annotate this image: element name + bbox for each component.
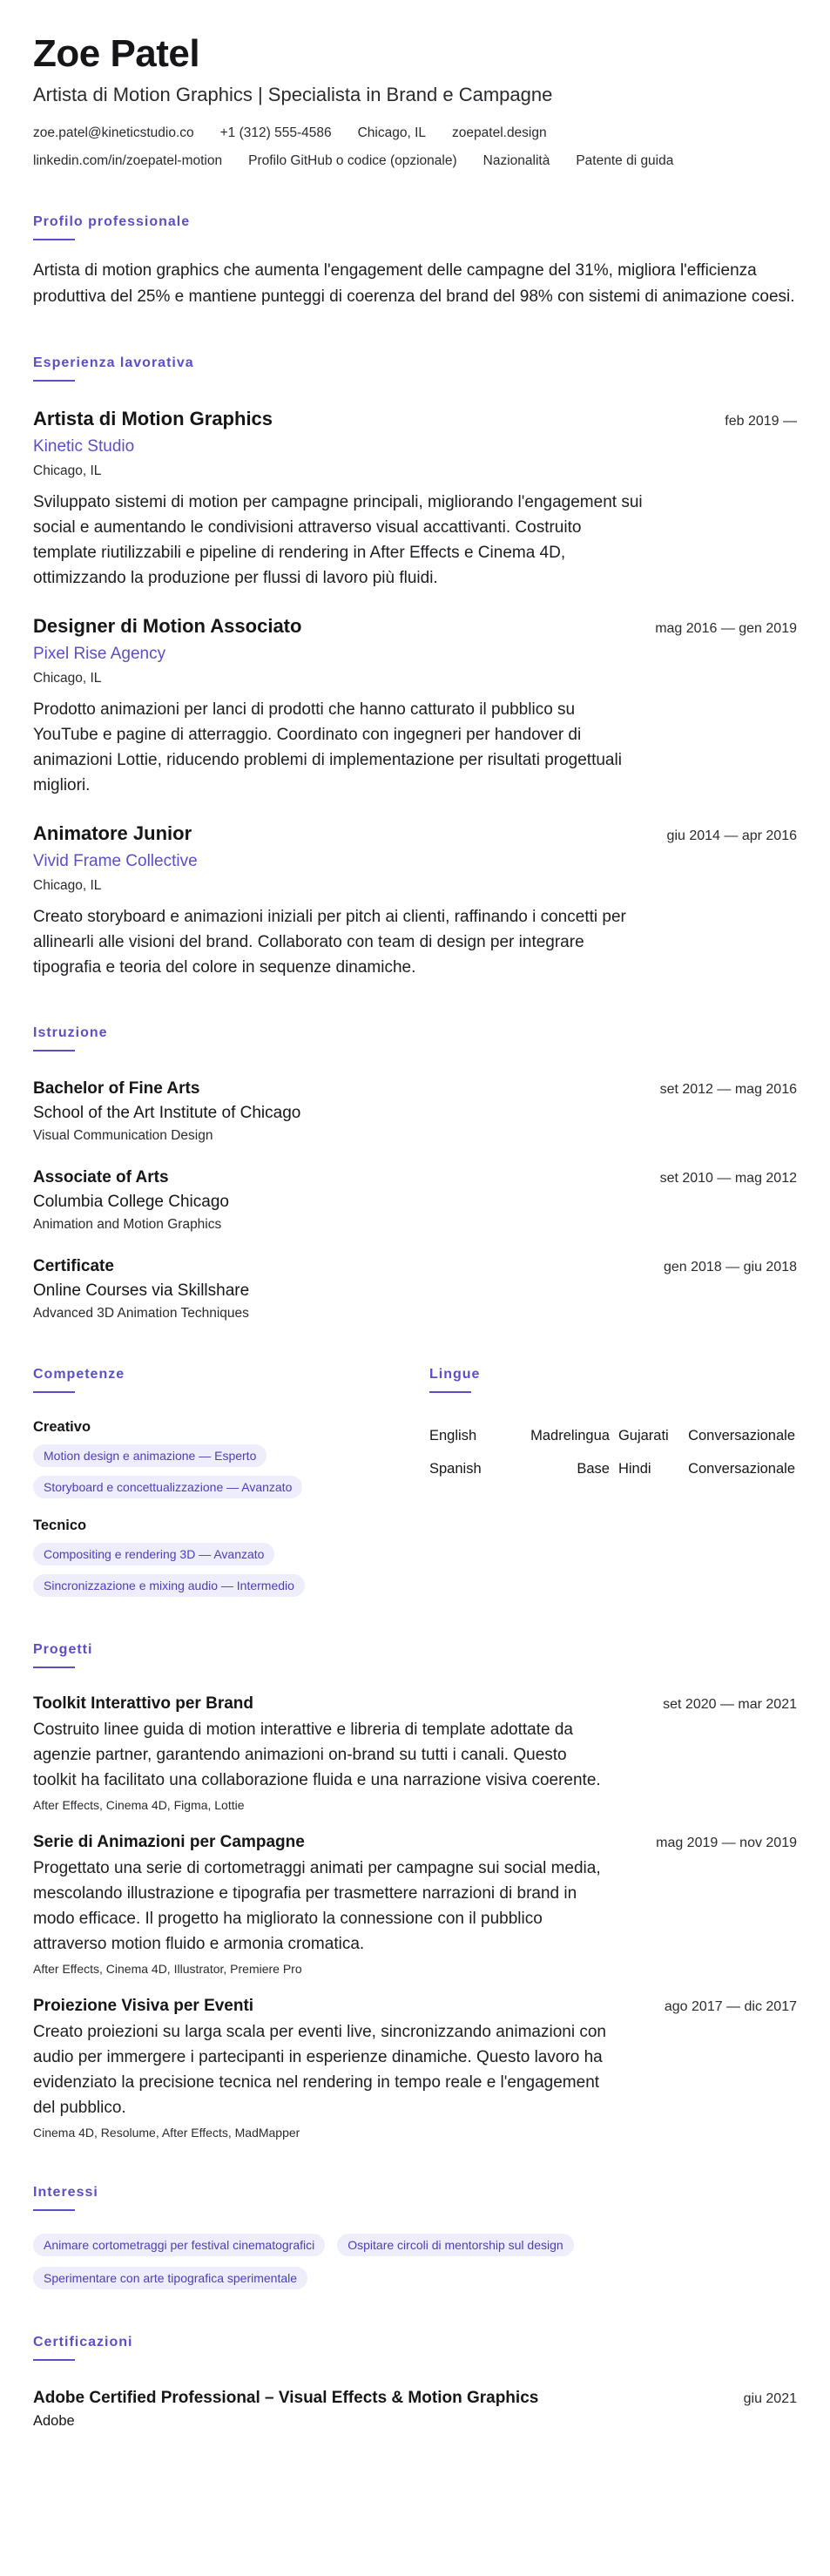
skill-pill: Storyboard e concettualizzazione — Avanzato bbox=[33, 1476, 302, 1498]
job-title: Designer di Motion Associato bbox=[33, 615, 302, 637]
skill-pill-list bbox=[33, 1436, 429, 1498]
section-title-experience: Esperienza lavorativa bbox=[33, 355, 194, 370]
language-name: Gujarati bbox=[617, 1427, 669, 1444]
driving-license-text: Patente di guida bbox=[576, 153, 674, 168]
project-description: Progettato una serie di cortometraggi animati per campagne sui social media, mescolando illustrazione e tipografia per trasmettere narrazioni di brand in modo efficace. Il progetto ha migliorato la connessione con il pubblico attraverso motion fluido e armonia cromatica. bbox=[33, 1859, 601, 1953]
interest-pill: Animare cortometraggi per festival cinematografici bbox=[33, 2234, 325, 2256]
links-row bbox=[33, 153, 797, 169]
job-description: Creato storyboard e animazioni iniziali per pitch ai clienti, raffinando i concetti per allinearli alle visioni del brand. Collaborato con team di design per integrare tipografia e teoria del colore in sequenze dinamiche. bbox=[33, 908, 626, 977]
project-date: set 2020 — mar 2021 bbox=[663, 1697, 797, 1712]
job-date: giu 2014 — apr 2016 bbox=[666, 828, 797, 843]
section-divider bbox=[429, 1391, 471, 1393]
project-entry bbox=[33, 1997, 797, 2140]
language-level: Conversazionale bbox=[688, 1427, 795, 1444]
job-entry bbox=[33, 615, 797, 798]
skill-pill-list bbox=[33, 1534, 429, 1597]
school-name: Columbia College Chicago bbox=[33, 1193, 229, 1211]
job-title: Artista di Motion Graphics bbox=[33, 408, 273, 429]
language-level: Base bbox=[577, 1460, 610, 1477]
skill-group-title: Tecnico bbox=[33, 1518, 87, 1533]
website-link[interactable]: zoepatel.design bbox=[452, 125, 547, 140]
job-date: feb 2019 — bbox=[725, 414, 797, 429]
skill-pill: Motion design e animazione — Esperto bbox=[33, 1444, 267, 1467]
education-date: set 2010 — mag 2012 bbox=[659, 1171, 797, 1186]
degree: Certificate bbox=[33, 1257, 114, 1275]
language-row bbox=[429, 1419, 795, 1452]
school-name: School of the Art Institute of Chicago bbox=[33, 1104, 301, 1122]
job-date: mag 2016 — gen 2019 bbox=[655, 621, 797, 636]
job-location: Chicago, IL bbox=[33, 671, 102, 686]
github-link[interactable]: Profilo GitHub o codice (opzionale) bbox=[248, 153, 457, 168]
language-level: Madrelingua bbox=[530, 1427, 610, 1444]
languages-column bbox=[429, 1322, 795, 1597]
section-title-education: Istruzione bbox=[33, 1025, 108, 1040]
company-name: Kinetic Studio bbox=[33, 437, 135, 456]
job-description: Prodotto animazioni per lanci di prodotti che hanno catturato il pubblico su YouTube e pagine di atterraggio. Coordinato con ingegneri per handover di animazioni Lottie, riducendo problemi di implementazione per risultati progettuali migliori. bbox=[33, 700, 622, 794]
section-divider bbox=[33, 1667, 75, 1668]
job-description: Sviluppato sistemi di motion per campagne principali, migliorando l'engagement sui social e aumentando le condivisioni attraverso visual accattivanti. Costruito template riutilizzabili e pipeline di rendering in After Effects e Cinema 4D, ottimizzando la produzione per flussi di lavoro più fluidi. bbox=[33, 493, 643, 587]
email-link[interactable]: zoe.patel@kineticstudio.co bbox=[33, 125, 194, 140]
language-name: Hindi bbox=[617, 1460, 651, 1477]
project-entry bbox=[33, 1833, 797, 1976]
candidate-name: Zoe Patel bbox=[33, 32, 200, 75]
education-date: set 2012 — mag 2016 bbox=[659, 1082, 797, 1097]
section-divider bbox=[33, 2209, 75, 2211]
field-of-study: Advanced 3D Animation Techniques bbox=[33, 1306, 249, 1321]
education-entry bbox=[33, 1257, 797, 1322]
section-title-interests: Interessi bbox=[33, 2185, 98, 2200]
section-divider bbox=[33, 380, 75, 382]
project-title: Toolkit Interattivo per Brand bbox=[33, 1694, 254, 1713]
company-name: Vivid Frame Collective bbox=[33, 852, 198, 870]
linkedin-link[interactable]: linkedin.com/in/zoepatel-motion bbox=[33, 153, 223, 168]
project-title: Serie di Animazioni per Campagne bbox=[33, 1833, 305, 1851]
language-row bbox=[429, 1452, 795, 1485]
project-description: Costruito linee guida di motion interattive e libreria di template adottate da agenzie partner, garantendo animazioni on-brand su tutti i canali. Questo toolkit ha facilitato una collaborazione fluida e una narrazione visiva coerente. bbox=[33, 1721, 601, 1789]
project-entry bbox=[33, 1694, 797, 1812]
section-title-languages: Lingue bbox=[429, 1367, 481, 1382]
section-title-skills: Competenze bbox=[33, 1367, 125, 1382]
section-divider bbox=[33, 2359, 75, 2361]
project-date: ago 2017 — dic 2017 bbox=[664, 1999, 797, 2014]
phone-text: +1 (312) 555-4586 bbox=[219, 125, 332, 140]
section-divider bbox=[33, 1050, 75, 1051]
project-tech: After Effects, Cinema 4D, Illustrator, Premiere Pro bbox=[33, 1962, 302, 1976]
section-title-summary: Profilo professionale bbox=[33, 214, 191, 229]
job-title: Animatore Junior bbox=[33, 822, 192, 844]
certification-entry bbox=[33, 2389, 797, 2430]
nationality-text: Nazionalità bbox=[482, 153, 550, 168]
language-table bbox=[429, 1419, 795, 1485]
project-title: Proiezione Visiva per Eventi bbox=[33, 1997, 254, 2015]
company-name: Pixel Rise Agency bbox=[33, 645, 166, 663]
interest-pill-list bbox=[33, 2223, 730, 2289]
interest-pill: Sperimentare con arte tipografica sperimentale bbox=[33, 2267, 307, 2289]
section-divider bbox=[33, 239, 75, 240]
field-of-study: Visual Communication Design bbox=[33, 1128, 213, 1143]
language-level: Conversazionale bbox=[688, 1460, 795, 1477]
job-entry bbox=[33, 822, 797, 980]
language-name: Spanish bbox=[429, 1460, 482, 1477]
field-of-study: Animation and Motion Graphics bbox=[33, 1217, 222, 1232]
interest-pill: Ospitare circoli di mentorship sul design bbox=[337, 2234, 573, 2256]
project-tech: After Effects, Cinema 4D, Figma, Lottie bbox=[33, 1798, 245, 1812]
section-divider bbox=[33, 1391, 75, 1393]
education-date: gen 2018 — giu 2018 bbox=[663, 1260, 797, 1274]
degree: Associate of Arts bbox=[33, 1168, 169, 1187]
school-name: Online Courses via Skillshare bbox=[33, 1281, 250, 1300]
job-entry bbox=[33, 408, 797, 591]
certification-date: giu 2021 bbox=[743, 2391, 797, 2406]
job-location: Chicago, IL bbox=[33, 463, 102, 478]
certification-issuer: Adobe bbox=[33, 2413, 75, 2429]
headline: Artista di Motion Graphics | Specialista in Brand e Campagne bbox=[33, 84, 553, 105]
education-entry bbox=[33, 1079, 797, 1144]
certification-name: Adobe Certified Professional – Visual Effects & Motion Graphics bbox=[33, 2389, 539, 2407]
job-location: Chicago, IL bbox=[33, 878, 102, 893]
project-date: mag 2019 — nov 2019 bbox=[656, 1836, 797, 1850]
skill-pill: Compositing e rendering 3D — Avanzato bbox=[33, 1543, 274, 1565]
language-name: English bbox=[429, 1427, 477, 1444]
project-description: Creato proiezioni su larga scala per eventi live, sincronizzando animazioni con audio per immergere i partecipanti in esperienze dinamiche. Questo lavoro ha evidenziato la precisione tecnica nel rendering in tempo reale e l'engagement del pubblico. bbox=[33, 2023, 606, 2117]
section-title-projects: Progetti bbox=[33, 1642, 93, 1657]
summary-text: Artista di motion graphics che aumenta l'engagement delle campagne del 31%, migliora l'efficienza produttiva del 25% e mantiene punteggi di coerenza del brand del 98% con sistemi di animazione coesi. bbox=[33, 261, 795, 306]
skill-pill: Sincronizzazione e mixing audio — Intermedio bbox=[33, 1574, 305, 1597]
project-tech: Cinema 4D, Resolume, After Effects, MadMapper bbox=[33, 2126, 300, 2140]
degree: Bachelor of Fine Arts bbox=[33, 1079, 200, 1098]
location-text: Chicago, IL bbox=[357, 125, 427, 140]
skills-languages-row bbox=[33, 1322, 797, 1597]
skills-column bbox=[33, 1322, 429, 1597]
education-entry bbox=[33, 1168, 797, 1233]
section-title-certifications: Certificazioni bbox=[33, 2335, 133, 2350]
skill-group-title: Creativo bbox=[33, 1419, 91, 1435]
contact-row bbox=[33, 125, 797, 141]
